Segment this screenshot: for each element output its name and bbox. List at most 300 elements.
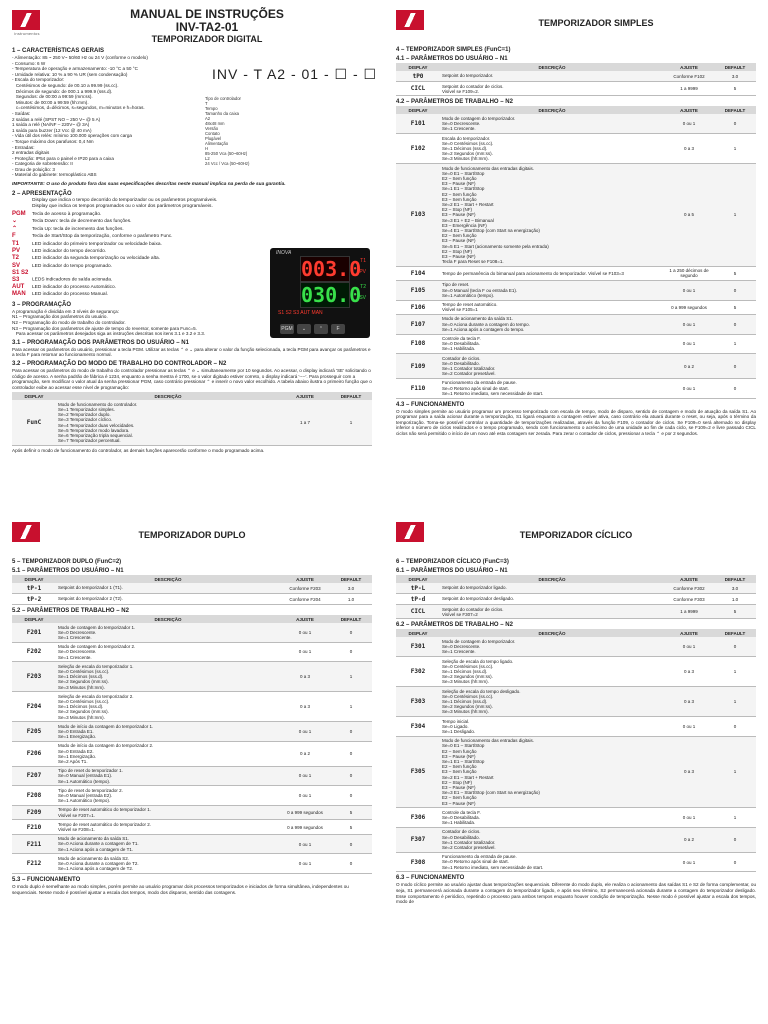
led-t2: T2 — [360, 284, 366, 290]
param-code: F106 — [396, 300, 440, 314]
legend-key: S1 S2 S3 — [12, 270, 29, 283]
param-default: 0 — [330, 854, 372, 874]
param-adjust: 0 ou 1 — [280, 834, 330, 854]
legend-text: LED indicador do processo Automático. — [32, 284, 116, 290]
model-legend-item: 48x48 mm — [205, 121, 225, 126]
section-3-2-heading: 3.2 – PROGRAMAÇÃO DO MODO DE TRABALHO DO CONTROLADOR – N2 — [12, 360, 227, 367]
param-description: Modo de contagem do temporizador. Se=0 Decrescente. Se=1 Crescente. — [440, 114, 664, 133]
legend-row — [12, 248, 262, 255]
param-default: 1 — [330, 662, 372, 692]
manual-title: MANUAL DE INSTRUÇÕES — [130, 7, 284, 21]
table-row — [12, 786, 372, 806]
param-description: Setpoint do temporizador. — [440, 71, 664, 82]
spec-line: - Material do gabinete: termoplástico ABS — [12, 172, 97, 178]
param-default: 0 — [714, 637, 756, 656]
col-display: DISPLAY — [396, 106, 440, 114]
operation-text: O modo duplo é semelhante ao modo simples, porém permite ao usuário programar dois processos temporizados e iniciados de forma simultânea, independentes ou sequenciais. Nesse modo é possível ajustar a escala dos tempos, modo dos disparos, sentido das contagens. — [12, 883, 349, 895]
col-display: DISPLAY — [12, 575, 56, 583]
spec-line: Minutos: de 00:00 a 99:59 (hh:mm). — [12, 99, 89, 105]
legend-key: PGM — [12, 210, 26, 217]
page-title: TEMPORIZADOR CÍCLICO — [519, 530, 633, 540]
param-code: F308 — [396, 852, 440, 872]
param-adjust: 0 ou 1 — [280, 786, 330, 806]
spec-line: - Escala do temporizador: — [12, 77, 65, 83]
param-code: tP0 — [396, 71, 440, 82]
model-code: INV - T A2 - 01 - ☐ - ☐ — [212, 66, 378, 82]
legend-row — [12, 270, 262, 284]
page-3 — [0, 512, 384, 1024]
param-default: 0 — [714, 827, 756, 852]
legend-text: Display que indica o tempo decorrido do temporizador ou os parâmetros programáveis. — [32, 198, 218, 204]
table-row — [396, 280, 756, 300]
param-code: F204 — [12, 692, 56, 722]
spec-line: c=centésimos, d=décimos, s=segundos, m=minutos e h=horas. — [12, 105, 145, 111]
table-row — [396, 354, 756, 379]
param-code: F306 — [396, 808, 440, 828]
param-adjust: 0 a 3 — [280, 692, 330, 722]
user-params-table — [396, 575, 756, 619]
logo-mark-icon — [396, 522, 424, 542]
legend-text: Tecla de Start/Stop da temporização, conforme o parâmetro Func. — [32, 234, 173, 240]
page-title: TEMPORIZADOR SIMPLES — [538, 18, 654, 28]
param-description: Controle da tecla F. Se=0 Desabilitada. Se=1 Habilitada. — [440, 808, 664, 828]
param-code: F301 — [396, 637, 440, 656]
panel-brand: INOVA — [276, 250, 292, 256]
param-code: F304 — [396, 717, 440, 737]
model-legend-item: Tipo de controlador — [205, 96, 241, 101]
legend-row — [12, 218, 262, 225]
param-adjust: 0 ou 1 — [280, 623, 330, 642]
param-description: Setpoint do contador de ciclos. Visível se F109=2. — [440, 82, 664, 96]
model-legend-item: Alimentação — [205, 141, 229, 146]
param-adjust: Conforme F302 — [664, 583, 714, 594]
brand-logo — [396, 522, 426, 548]
logo-mark-icon — [12, 522, 40, 542]
col-description: DESCRIÇÃO — [440, 63, 664, 71]
brand-logo — [396, 10, 426, 36]
param-adjust: 0 ou 1 — [664, 717, 714, 737]
product-subtitle: TEMPORIZADOR DIGITAL — [151, 34, 263, 44]
table-row — [396, 266, 756, 280]
param-description: Tipo de reset. Se=0 Manual (tecla F ou entrada E1). Se=1 Automático (tempo). — [440, 280, 664, 300]
param-adjust: 0 ou 1 — [280, 722, 330, 742]
col-display: DISPLAY — [12, 615, 56, 623]
legend-row — [12, 255, 262, 262]
param-adjust: 0 a 3 — [664, 134, 714, 164]
param-description: Modo de contagem do temporizador 1. Se=0 Decrescente. Se=1 Crescente. — [56, 623, 280, 642]
param-code: tP-2 — [12, 594, 56, 605]
table-row — [12, 820, 372, 834]
param-default: 1 — [714, 687, 756, 717]
param-adjust: 1 a 7 — [280, 400, 330, 445]
subsection-heading: 5.1 – PARÂMETROS DO USUÁRIO – N1 — [12, 568, 124, 574]
table-row — [12, 766, 372, 786]
spec-line: - Torque máximo dos parafusos: 0,4 Nm — [12, 138, 94, 144]
spec-line: - Proteção: IP54 para o painel e IP20 para a caixa — [12, 155, 114, 161]
model-legend-item: 85-250 Vca (50~60Hz) — [205, 151, 248, 156]
param-code: F307 — [396, 827, 440, 852]
section-3-1-heading: 3.1 – PROGRAMAÇÃO DOS PARÂMETROS DO USUÁRIO – N1 — [12, 339, 189, 346]
param-description: Seleção de escala do temporizador 1. Se=0 Centésimos (ss.cc). Se=1 Décimos (sss.d). Se=2 Segundos (mm:ss). Se=3 Minutos (hh:mm). — [56, 662, 280, 692]
legend-row — [12, 263, 262, 270]
param-code: tP-1 — [12, 583, 56, 594]
table-row — [396, 594, 756, 605]
param-code: F209 — [12, 805, 56, 819]
up-key-icon[interactable]: ⌃ — [314, 324, 328, 334]
param-description: Setpoint do temporizador 1 (T1). — [56, 583, 280, 594]
operation-text: O modo simples permite ao usuário programar um processo temporizado com escala de tempo, modo de disparo, sentido de contagem e modo de atuação da saída S1. Ao programar para a saída acionar durante a temporização, S1 ligará enquanto a contagem estiver ativa, caso contrário ela atuará durante o reset, ou seja, após o término da temporização. Torna-se possível controlar a quantidade de temporizações realizadas, através da função F109, o contador de ciclos. Se F109=0 será alternado no display inferior o número de ciclos realizados e o tempo programado, sendo com funcionamento o acréscimo de uma unidade ao fim de cada ciclo, se F109=2 e livre passado CICL ciclos não será permitido o início de um novo até esta contagem ser zerada. Para zerar o contador de ciclos, pressionar a tecla ⌃ e por 2 segundos. — [396, 408, 756, 436]
param-default: 0 — [714, 114, 756, 133]
section-1-heading: 1 – CARACTERÍSTICAS GERAIS — [12, 48, 105, 54]
param-description: Modo de acionamento da saída S2. Se=0 Aciona durante a contagem de T2. Se=1 Aciona após a contagem de T2. — [56, 854, 280, 874]
model-legend-item: Plugável — [205, 136, 222, 141]
logo-mark-icon — [12, 10, 40, 30]
table-row — [12, 400, 372, 445]
subsection-heading: 4.2 – PARÂMETROS DE TRABALHO – N2 — [396, 99, 513, 106]
param-adjust: Conforme F303 — [664, 594, 714, 605]
col-adjust: AJUSTE — [664, 629, 714, 637]
work-params-table — [396, 106, 756, 398]
important-note: IMPORTANTE: O uso do produto fora das suas especificações descritas neste manual implica na perda de sua garantia. — [12, 182, 286, 188]
table-row — [12, 741, 372, 766]
param-code: F202 — [12, 642, 56, 662]
param-default: 1.0 — [714, 594, 756, 605]
section-heading: 6 – TEMPORIZADOR CÍCLICO (FunC=3) — [396, 559, 509, 565]
model-legend-item: Tempo — [205, 106, 218, 111]
param-code: F210 — [12, 820, 56, 834]
table-row — [396, 827, 756, 852]
led-t1: T1 — [360, 258, 366, 264]
col-default: DEFAULT — [714, 63, 756, 71]
table-row — [12, 805, 372, 819]
param-adjust: 0 a 2 — [664, 827, 714, 852]
page-2 — [384, 0, 768, 512]
legend-row — [12, 226, 262, 233]
param-adjust: 0 ou 1 — [664, 314, 714, 334]
programming-line: A programação é dividida em 3 níveis de segurança: — [12, 308, 119, 314]
user-params-table — [396, 63, 756, 96]
param-description: Modo de funcionamento das entradas digitais. Se=0 E1 – Start/Stop E2 – Sem função E3 – Pause (NF) Se=1 E1 – Start/Stop E2 – Sem função E3 – Sem função Se=2 E1 – Start + Restart E2 – Stop (NF) E3 – Pause (NF) Se=3 E1 – Start/Stop (com Start na energização) E2 – Sem função E3 – Pause (NF) — [440, 736, 664, 808]
col-description: DESCRIÇÃO — [56, 392, 280, 400]
section-heading: 5 – TEMPORIZADOR DUPLO (FunC=2) — [12, 559, 122, 565]
param-default: 1 — [714, 657, 756, 687]
param-adjust: 1 a 9999 — [664, 605, 714, 619]
subsection-heading: 6.2 – PARÂMETROS DE TRABALHO – N2 — [396, 622, 513, 629]
table-row — [396, 657, 756, 687]
param-default: 0 — [330, 766, 372, 786]
table-row — [12, 642, 372, 662]
brand-logo — [12, 522, 42, 548]
spec-line: 2 saídas a relé (SPST NO – 250 V~ @ 5 A) — [12, 116, 101, 122]
page-1 — [0, 0, 384, 512]
logo-mark-icon — [396, 10, 424, 30]
subsection-heading: 5.3 – FUNCIONAMENTO — [12, 876, 81, 883]
col-default: DEFAULT — [714, 106, 756, 114]
col-default: DEFAULT — [330, 615, 372, 623]
param-default: 0 — [330, 741, 372, 766]
table-row — [396, 71, 756, 82]
param-adjust: 0 a 999 segundos — [280, 805, 330, 819]
legend-key: PV — [12, 247, 21, 254]
table-row — [396, 82, 756, 96]
param-default: 1.0 — [330, 594, 372, 605]
pgm-key[interactable]: PGM — [281, 326, 293, 332]
param-adjust: 0 ou 1 — [280, 854, 330, 874]
page-4 — [384, 512, 768, 1024]
param-code: F211 — [12, 834, 56, 854]
param-default: 0 — [714, 852, 756, 872]
param-default: 1 — [714, 134, 756, 164]
spec-line: - Saídas: — [12, 110, 31, 116]
table-row — [12, 594, 372, 605]
legend-text: LED indicador do tempo decorrido. — [32, 248, 107, 254]
table-row — [396, 717, 756, 737]
legend-row — [12, 241, 262, 248]
model-legend-item: Contato — [205, 131, 220, 136]
param-default: 3.0 — [330, 583, 372, 594]
col-adjust: AJUSTE — [280, 575, 330, 583]
model-title: INV-TA2-01 — [175, 20, 239, 34]
presentation-legend — [12, 198, 262, 299]
param-code: F302 — [396, 657, 440, 687]
param-code: F305 — [396, 736, 440, 808]
spec-line: - Grau de poluição: 3 — [12, 166, 55, 172]
col-default: DEFAULT — [330, 575, 372, 583]
col-adjust: AJUSTE — [664, 575, 714, 583]
operation-text: O modo cíclico permite ao usuário ajustar duas temporizações sequenciais. Diferente do modo duplo, ele realiza o acionamento das saídas S1 e S2 de forma complementar, ou seja, S1 permanecerá acionada durante a contagem do temporizador ligado, e após seu término, S2 permanecerá acionada durante a contagem do temporizador desligado. Esse comportamento é periódico, repetindo o processo para ambos tempos enquanto houver condição de temporização. Nesse modo é possível ajustar a escala dos tempos, modo de — [396, 882, 756, 905]
table-row — [396, 687, 756, 717]
spec-line: - Consumo: 6 W — [12, 60, 46, 66]
param-description: Seleção de escala do tempo ligado. Se=0 Centésimos (ss.cc). Se=1 Décimos (sss.d). Se=2 Segundos (mm:ss). Se=3 Minutos (hh:mm). — [440, 657, 664, 687]
param-code: F101 — [396, 114, 440, 133]
param-description: Escala do temporizador. Se=0 Centésimos (ss.cc). Se=1 Décimos (sss.d). Se=2 Segundos (mm:ss). Se=3 Minutos (hh:mm). — [440, 134, 664, 164]
param-adjust: 0 ou 1 — [280, 642, 330, 662]
param-description: Controle da tecla F. Se=0 Desabilitada. Se=1 Habilitada. — [440, 334, 664, 354]
param-adjust: 0 ou 1 — [280, 766, 330, 786]
output-leds: S1 S2 S3 AUT MAN — [278, 310, 323, 316]
table-row — [396, 808, 756, 828]
param-description: Modo de início da contagem do temporizador 1. Se=0 Entrada E1. Se=1 Energização. — [56, 722, 280, 742]
table-row — [12, 623, 372, 642]
legend-key: T1 — [12, 240, 20, 247]
param-adjust: 0 a 2 — [664, 354, 714, 379]
param-description: Setpoint do temporizador ligado. — [440, 583, 664, 594]
param-default: 5 — [330, 820, 372, 834]
param-description: Setpoint do temporizador desligado. — [440, 594, 664, 605]
model-legend-item: Tamanho da caixa — [205, 111, 239, 116]
param-adjust: Conforme F102 — [664, 71, 714, 82]
table-row — [396, 164, 756, 267]
spec-line: 1 saída para buzzer (12 Vcc @ 40 mA) — [12, 127, 92, 133]
work-params-table — [396, 629, 756, 872]
table-row — [12, 583, 372, 594]
brand-logo — [12, 10, 42, 36]
param-code: F104 — [396, 266, 440, 280]
param-adjust: 0 a 3 — [664, 657, 714, 687]
param-code: CICL — [396, 82, 440, 96]
subsection-heading: 6.1 – PARÂMETROS DO USUÁRIO – N1 — [396, 568, 508, 574]
table-row — [396, 637, 756, 656]
param-code: F207 — [12, 766, 56, 786]
subsection-heading: 5.2 – PARÂMETROS DE TRABALHO – N2 — [12, 608, 129, 614]
table-row — [396, 378, 756, 398]
spec-line: - Temperatura de operação e armazenamento: -10 °C a 50 °C — [12, 66, 138, 72]
param-description: Modo de contagem do temporizador 2. Se=0 Decrescente. Se=1 Crescente. — [56, 642, 280, 662]
col-description: DESCRIÇÃO — [56, 615, 280, 623]
param-description: Tempo de permanência do bimanual para acionamento do temporizador. Visível se F103=3 — [440, 266, 664, 280]
spec-line: Centésimos de segundo: de 00.10 a 99.99 (ss.cc). — [12, 82, 119, 88]
param-adjust: 0 ou 1 — [664, 280, 714, 300]
panel-keys — [280, 324, 345, 334]
legend-key: ⌄ — [12, 218, 18, 225]
col-display: DISPLAY — [396, 629, 440, 637]
display-bottom: 030.0 — [301, 283, 362, 307]
param-default: 3.0 — [714, 71, 756, 82]
param-default: 0 — [330, 786, 372, 806]
table-row — [396, 605, 756, 619]
legend-key: SV — [12, 262, 21, 269]
user-params-table — [12, 575, 372, 605]
table-row — [396, 134, 756, 164]
section-heading: 4 – TEMPORIZADOR SIMPLES (FunC=1) — [396, 47, 511, 53]
table-row — [12, 834, 372, 854]
param-adjust: 0 ou 1 — [664, 378, 714, 398]
legend-text: Tecla Down: tecla de decremento das funções. — [32, 219, 132, 225]
work-params-table — [12, 615, 372, 874]
col-default: DEFAULT — [714, 575, 756, 583]
param-code: F108 — [396, 334, 440, 354]
table-row — [396, 300, 756, 314]
param-code: F303 — [396, 687, 440, 717]
param-description: Contador de ciclos. Se=0 Desabilitado. Se=1 Contador totalizador. Se=2 Contador presetável. — [440, 827, 664, 852]
param-default: 1 — [714, 334, 756, 354]
param-description: Funcionamento da entrada de pause. Se=0 Retorno após sinal de start. Se=1 Retorno imediato, sem necessidade de start. — [440, 378, 664, 398]
legend-row — [12, 284, 262, 291]
param-code: F206 — [12, 741, 56, 766]
param-default: 5 — [714, 300, 756, 314]
param-description: Modo de contagem do temporizador. Se=0 Decrescente. Se=1 Crescente. — [440, 637, 664, 656]
param-description: Modo de acionamento da saída S1. Se=0 Aciona durante a contagem de T1. Se=1 Aciona após a contagem de T1. — [56, 834, 280, 854]
col-display: DISPLAY — [396, 63, 440, 71]
param-description: Modo de funcionamento do controlador. Se=1 Temporizador simples. Se=2 Temporizador duplo. Se=3 Temporizador cíclico. Se=4 Temporizador duas velocidades. Se=5 Temporizador modo lavadora. Se=6 Temporização tripla sequencial. Se=7 Temporizador percentual. — [56, 400, 280, 445]
legend-key: ⌃ — [12, 225, 18, 232]
spec-line: Décimos de segundo: de 000.1 a 999.9 (sss.d). — [12, 88, 113, 94]
param-code: F201 — [12, 623, 56, 642]
param-description: Tipo de reset do temporizador 2. Se=0 Manual (entrada E2). Se=1 Automático (tempo). — [56, 786, 280, 806]
param-adjust: 1 a 250 décimos de segundo — [664, 266, 714, 280]
page-title: TEMPORIZADOR DUPLO — [138, 530, 246, 540]
down-key-icon[interactable]: ⌄ — [297, 324, 311, 334]
param-description: Tipo de reset do temporizador 1. Se=0 Manual (entrada E1). Se=1 Automático (tempo). — [56, 766, 280, 786]
param-code: F102 — [396, 134, 440, 164]
legend-row — [12, 291, 262, 298]
param-adjust: 0 a 3 — [280, 662, 330, 692]
legend-text: Tecla Up: tecla de incremento das funções. — [32, 226, 124, 232]
col-default: DEFAULT — [714, 629, 756, 637]
param-description: Modo de acionamento da saída S1. Se=0 Aciona durante a contagem do tempo. Se=1 Aciona após a contagem do tempo. — [440, 314, 664, 334]
legend-text: LED indicador do processo Manual. — [32, 292, 108, 298]
legend-key: AUT — [12, 283, 25, 290]
logo-caption: instrumentos — [14, 31, 40, 36]
param-description: Funcionamento da entrada de pause. Se=0 Retorno após sinal de start. Se=1 Retorno imediato, sem necessidade de start. — [440, 852, 664, 872]
legend-key: T2 — [12, 255, 20, 262]
param-code: F109 — [396, 354, 440, 379]
col-description: DESCRIÇÃO — [56, 575, 280, 583]
legend-text: LED indicador da segunda temporização ou velocidade alta. — [32, 256, 161, 262]
legend-row — [12, 233, 262, 240]
param-code: F103 — [396, 164, 440, 267]
param-code: tP-d — [396, 594, 440, 605]
spec-line: 1 saída a relé (NA/NF – 220V~ @ 3A) — [12, 122, 90, 128]
param-description: Setpoint do temporizador 2 (T2). — [56, 594, 280, 605]
param-code: F107 — [396, 314, 440, 334]
param-adjust: 0 a 2 — [280, 741, 330, 766]
model-legend-item: T — [205, 101, 208, 106]
param-adjust: 0 ou 1 — [664, 852, 714, 872]
col-adjust: AJUSTE — [664, 106, 714, 114]
param-description: Tempo de reset automático. Visível se F105=1 — [440, 300, 664, 314]
table-row — [396, 736, 756, 808]
param-adjust: 0 a 5 — [664, 164, 714, 267]
legend-text: LED indicador do primeiro temporizador ou velocidade baixa. — [32, 241, 162, 247]
param-default: 5 — [714, 605, 756, 619]
func-footnote: Após definir o modo de funcionamento do controlador, as demais funções aparecerão conforme o modo programado acima. — [12, 447, 265, 453]
param-adjust: 0 ou 1 — [664, 808, 714, 828]
f-key[interactable]: F — [331, 324, 345, 334]
param-default: 0 — [330, 623, 372, 642]
subsection-heading: 4.3 – FUNCIONAMENTO — [396, 401, 465, 408]
spec-line: - Umidade relativa: 10 % a 90 % UR (sem condensação) — [12, 71, 128, 77]
model-legend-item: L2 — [205, 156, 210, 161]
legend-row — [12, 211, 262, 218]
param-default: 0 — [714, 354, 756, 379]
table-row — [396, 852, 756, 872]
section-3-heading: 3 – PROGRAMAÇÃO — [12, 301, 72, 308]
param-adjust: 1 a 9999 — [664, 82, 714, 96]
param-code: tP-L — [396, 583, 440, 594]
model-code-legend — [205, 96, 375, 166]
param-adjust: Conforme F204 — [280, 594, 330, 605]
model-legend-item: H — [205, 146, 209, 151]
spec-list — [12, 55, 212, 178]
param-code: F208 — [12, 786, 56, 806]
col-adjust: AJUSTE — [280, 392, 330, 400]
programming-line: N2 – Programação do modo de trabalho do controlador. — [12, 319, 126, 325]
section-3-2-text: Para acessar os parâmetros do modo de trabalho do controlador pressionar as teclas ⌃ e ⌄ simultaneamente por 10 segundos. Ao acessar, o display indicará 'SE' solicitando o código de acesso. A senha padrão de fábrica é 1234, enquanto a senha mestra é 1700, se o valor digitado estiver correto, o display indicará '----'. Para prosseguir com a programação, sem modificar o valor atual da senha pressionar PGM, caso contrário pressionar ⌃ e inserir o novo valor escolhido. A tabela abaixo ilustra o primeiro função que o controlador exibe ao acessar esse nível de programação: — [12, 367, 372, 390]
param-description: Tempo de reset automático do temporizador 2. Visível se F208=1. — [56, 820, 280, 834]
led-sv: SV — [359, 295, 366, 301]
param-adjust: 0 a 3 — [664, 687, 714, 717]
func-table — [12, 392, 372, 446]
subsection-heading: 4.1 – PARÂMETROS DO USUÁRIO – N1 — [396, 56, 508, 62]
param-adjust: 0 ou 1 — [664, 334, 714, 354]
table-row — [12, 722, 372, 742]
programming-line: Para acessar os parâmetros desejados siga as instruções descritas nos itens 3.1 e 3.2 e 3.3. — [12, 331, 206, 337]
table-row — [12, 692, 372, 722]
controller-front-panel — [270, 248, 370, 338]
col-display: DISPLAY — [396, 575, 440, 583]
param-adjust: 0 ou 1 — [664, 114, 714, 133]
param-code: F212 — [12, 854, 56, 874]
param-default: 0 — [330, 642, 372, 662]
param-description: Setpoint do contador de ciclos. Visível se F307=2 — [440, 605, 664, 619]
legend-text: LEDS indicadores de saída acionada. — [32, 277, 113, 283]
param-description: Modo de início da contagem do temporizador 2. Se=0 Entrada E2. Se=1 Energização. Se=2 Após T1. — [56, 741, 280, 766]
table-row — [12, 662, 372, 692]
col-description: DESCRIÇÃO — [440, 106, 664, 114]
param-adjust: 0 a 999 segundos — [280, 820, 330, 834]
table-row — [396, 314, 756, 334]
